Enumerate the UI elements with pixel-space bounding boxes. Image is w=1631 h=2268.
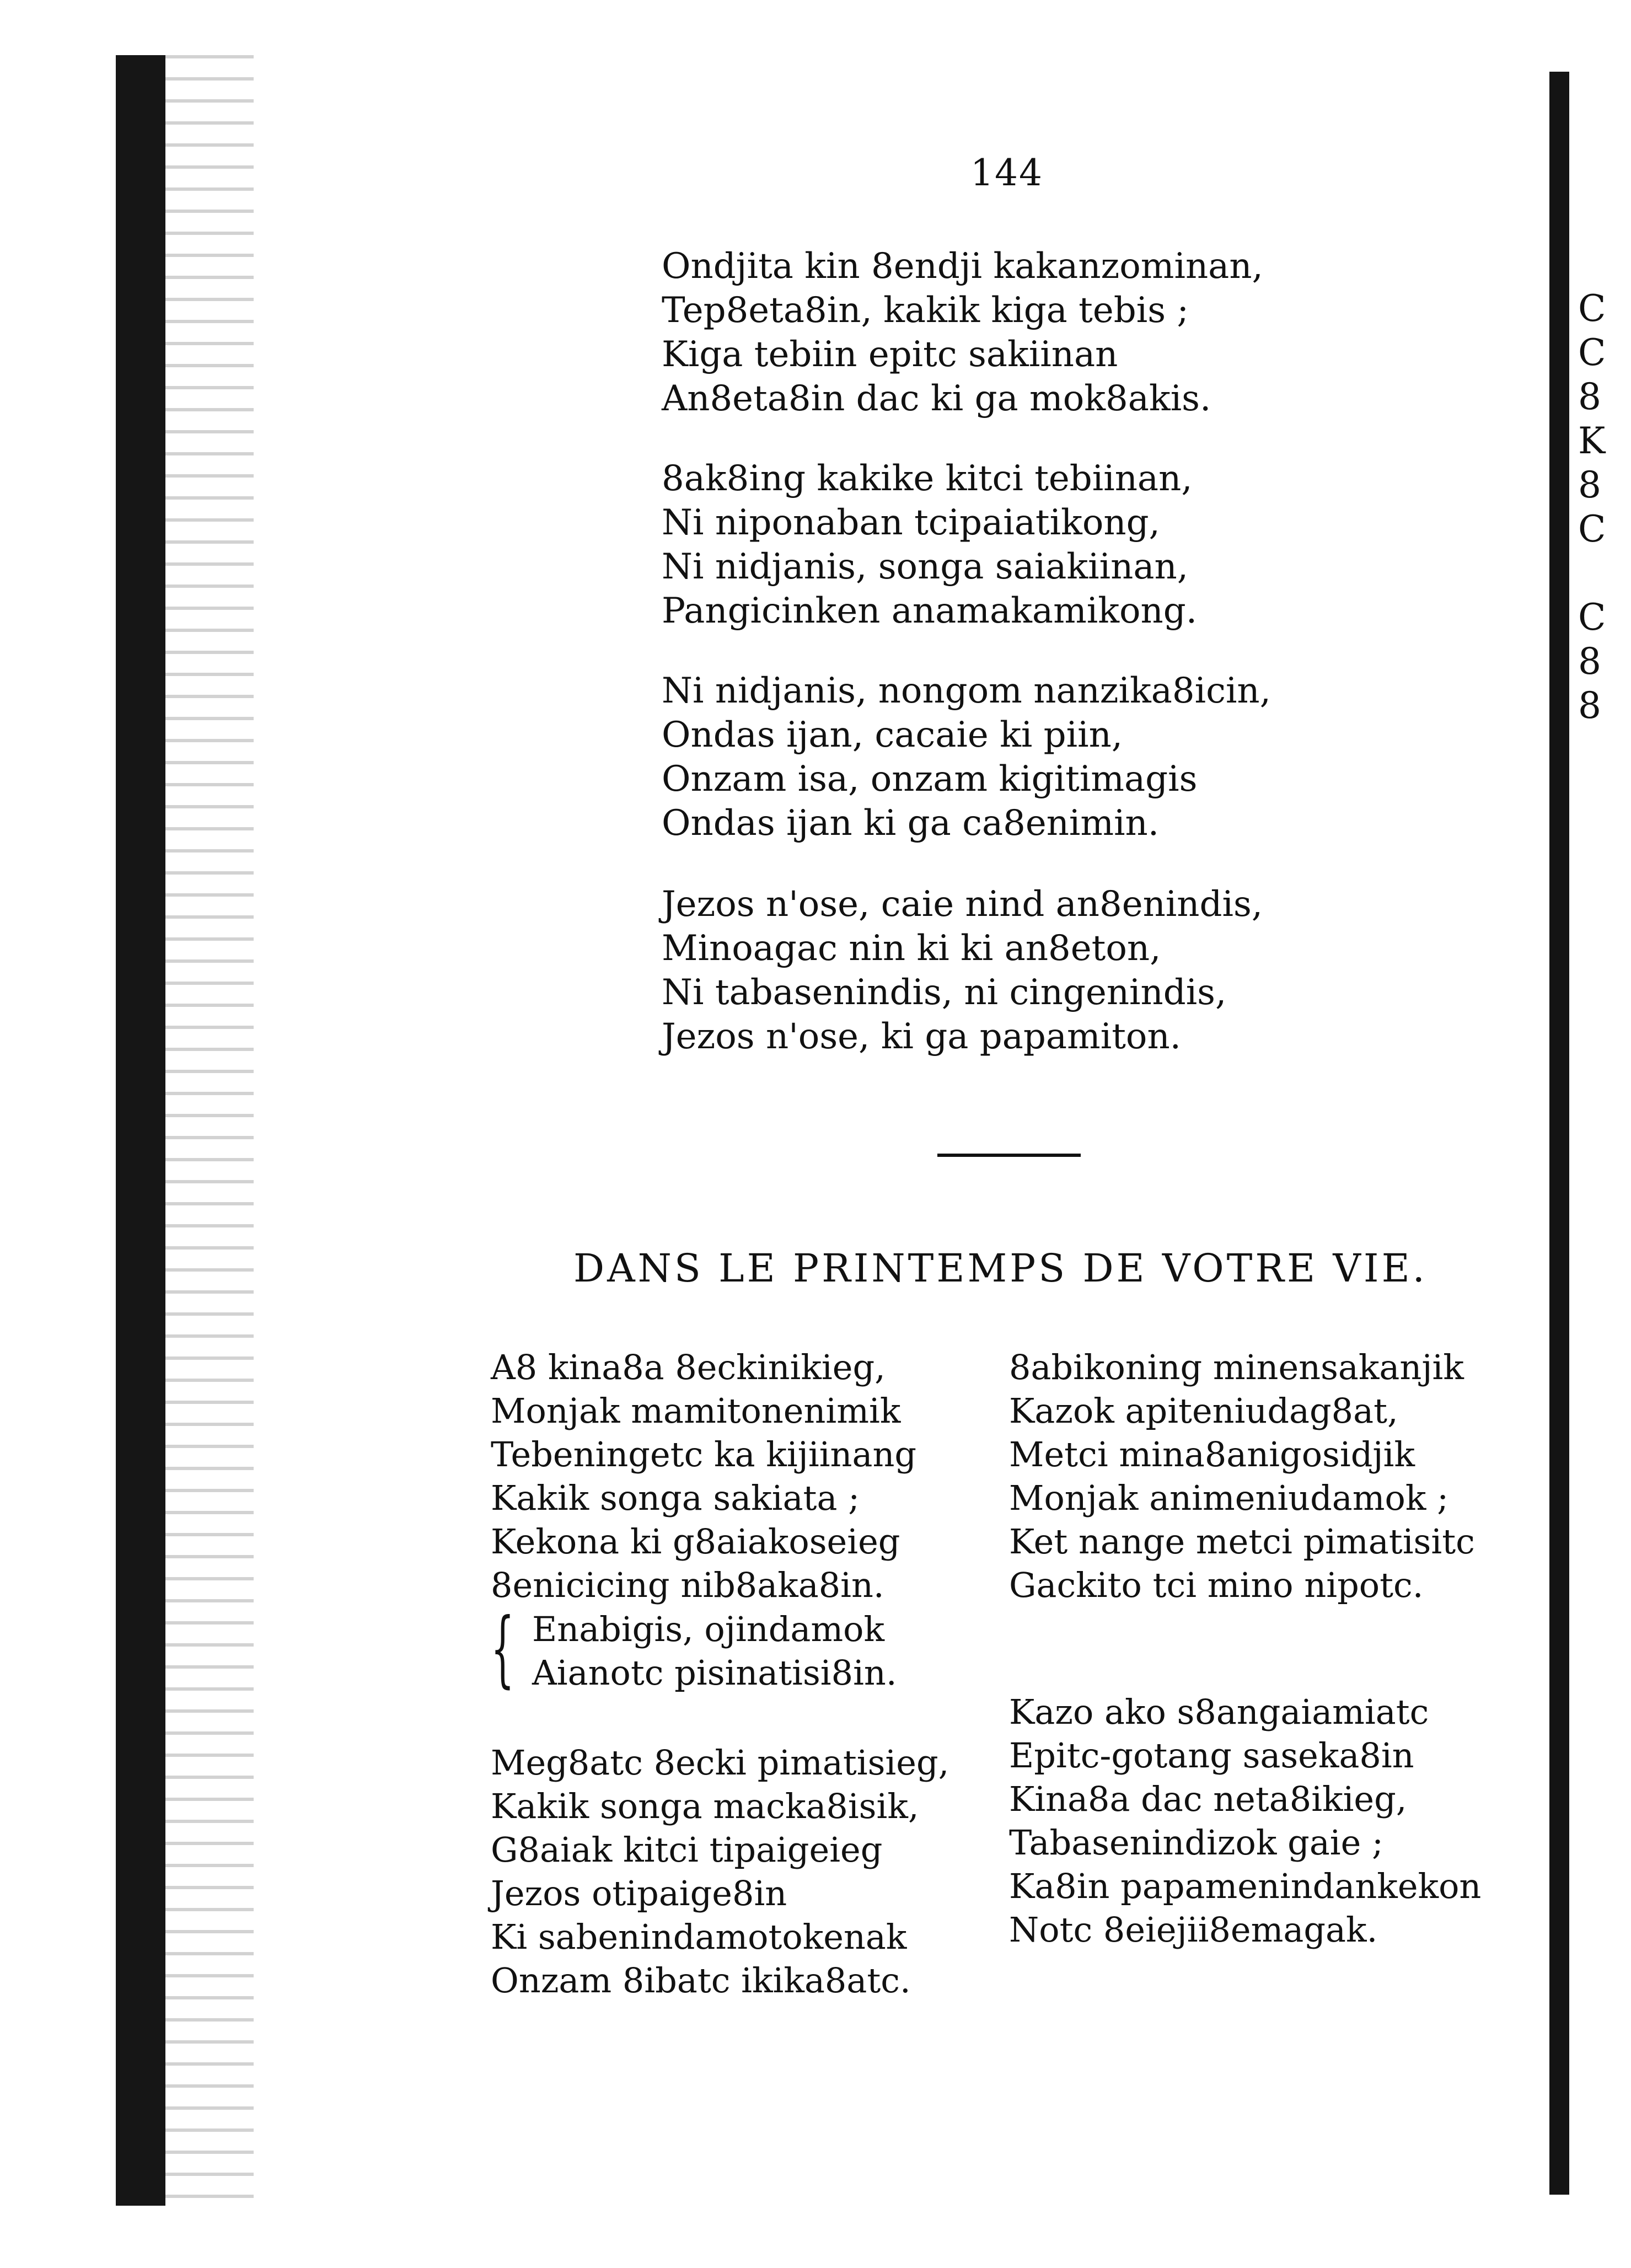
- verse-line: Kazo ako s8angaiamiatc: [1009, 1692, 1429, 1732]
- verse-line: Ka8in papamenindankekon: [1009, 1866, 1482, 1906]
- verse-line: Ondas ijan, cacaie ki piin,: [662, 715, 1123, 755]
- verse-line: Jezos n'ose, caie nind an8enindis,: [662, 884, 1263, 925]
- verse-line: Gackito tci mino nipotc.: [1009, 1565, 1424, 1605]
- verse-line: Ni niponaban tcipaiatikong,: [662, 502, 1160, 543]
- verse-line: 8abikoning minensakanjik: [1009, 1347, 1464, 1387]
- hymn-title: DANS LE PRINTEMPS DE VOTRE VIE.: [573, 1246, 1428, 1291]
- verse-line: Minoagac nin ki ki an8eton,: [662, 928, 1161, 969]
- verse-line: Jezos otipaige8in: [491, 1873, 787, 1913]
- verse-line: Tebeningetc ka kijiinang: [491, 1434, 917, 1475]
- verse-line: 8enicicing nib8aka8in.: [491, 1565, 884, 1605]
- verse-line: Kiga tebiin epitc sakiinan: [662, 334, 1118, 375]
- verse-line: Onzam 8ibatc ikika8atc.: [491, 1960, 911, 2001]
- verse-line: Onzam isa, onzam kigitimagis: [662, 759, 1198, 800]
- verse-line: Monjak animeniudamok ;: [1009, 1478, 1449, 1518]
- verse-line: Ket nange metci pimatisitc: [1009, 1521, 1475, 1562]
- left-column-stanza-2: [491, 1741, 987, 2002]
- page-number: 144: [970, 152, 1043, 194]
- verse-line: A8 kina8a 8eckinikieg,: [491, 1347, 886, 1387]
- refrain: [491, 1601, 932, 1697]
- verse-line: Metci mina8anigosidjik: [1009, 1434, 1415, 1475]
- stanza-2: [662, 457, 1445, 633]
- verse-line: An8eta8in dac ki ga mok8akis.: [662, 378, 1211, 419]
- verse-line: Ni nidjanis, songa saiakiinan,: [662, 546, 1189, 587]
- verse-line: G8aiak kitci tipaigeieg: [491, 1830, 883, 1870]
- verse-line: Notc 8eiejii8emagak.: [1009, 1910, 1378, 1950]
- verse-line: Monjak mamitonenimik: [491, 1391, 901, 1431]
- refrain-brace: {: [491, 1601, 514, 1697]
- right-column-stanza-2: [1009, 1690, 1505, 1951]
- verse-line: Kakik songa sakiata ;: [491, 1478, 860, 1518]
- stanza-1: [662, 244, 1445, 421]
- verse-line: Tabasenindizok gaie ;: [1009, 1822, 1383, 1863]
- refrain-line: Enabigis, ojindamok: [532, 1609, 885, 1649]
- next-page-edge-text: C C 8 K 8 C C 8 8: [1578, 287, 1606, 727]
- section-divider: [937, 1154, 1081, 1157]
- verse-line: Ni tabasenindis, ni cingenindis,: [662, 972, 1227, 1013]
- verse-line: Jezos n'ose, ki ga papamiton.: [662, 1016, 1181, 1057]
- stanza-3: [662, 669, 1445, 845]
- verse-line: Epitc-gotang saseka8in: [1009, 1735, 1414, 1776]
- verse-line: Ondas ijan ki ga ca8enimin.: [662, 803, 1160, 844]
- scan-binding-shadow: [116, 55, 165, 2206]
- scan-page-edge-bar: [1549, 72, 1569, 2195]
- scan-binding-noise: [165, 55, 254, 2206]
- verse-line: 8ak8ing kakike kitci tebiinan,: [662, 458, 1193, 499]
- refrain-line: Aianotc pisinatisi8in.: [532, 1653, 897, 1693]
- stanza-4: [662, 882, 1445, 1059]
- verse-line: Ni nidjanis, nongom nanzika8icin,: [662, 671, 1271, 711]
- verse-line: Meg8atc 8ecki pimatisieg,: [491, 1742, 949, 1783]
- verse-line: Ondjita kin 8endji kakanzominan,: [662, 246, 1263, 287]
- verse-line: Kina8a dac neta8ikieg,: [1009, 1779, 1407, 1819]
- left-column-stanza-1: [491, 1345, 987, 1607]
- verse-line: Kazok apiteniudag8at,: [1009, 1391, 1398, 1431]
- verse-line: Kakik songa macka8isik,: [491, 1786, 919, 1826]
- right-column-stanza-1: [1009, 1345, 1505, 1607]
- verse-line: Kekona ki g8aiakoseieg: [491, 1521, 900, 1562]
- verse-line: Ki sabenindamotokenak: [491, 1917, 907, 1957]
- verse-line: Tep8eta8in, kakik kiga tebis ;: [662, 290, 1189, 331]
- verse-line: Pangicinken anamakamikong.: [662, 591, 1198, 631]
